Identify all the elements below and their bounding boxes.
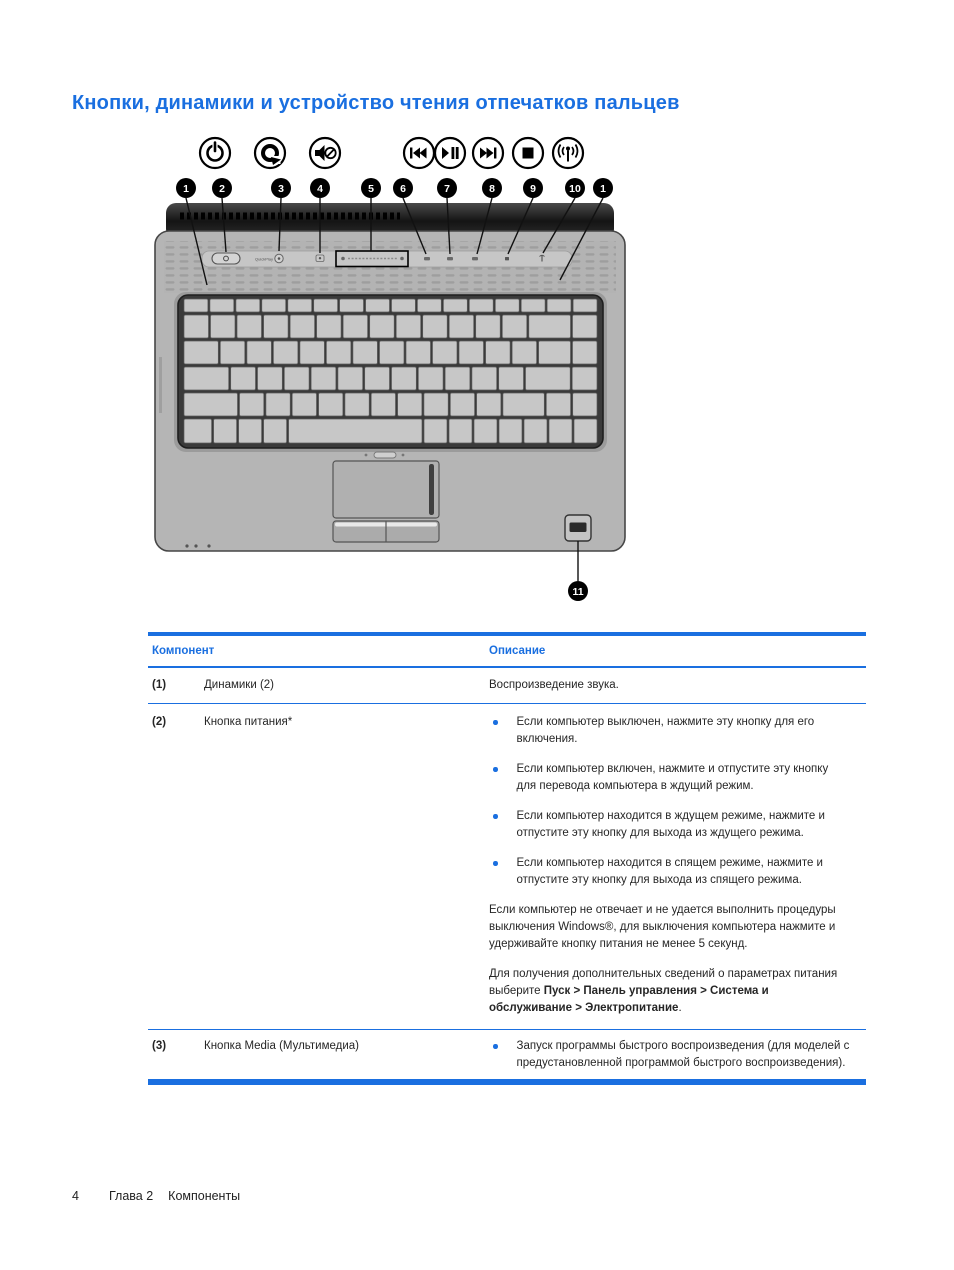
- next-track-icon: [473, 138, 503, 168]
- play-button: [447, 257, 453, 260]
- prev-button: [424, 257, 430, 260]
- component-name: Динамики (2): [204, 679, 274, 691]
- callout-4: [310, 178, 330, 198]
- keyboard: [174, 292, 607, 452]
- footer-section: Компоненты: [168, 1189, 241, 1203]
- svg-text:4: 4: [317, 182, 323, 195]
- fingerprint-reader: [565, 515, 591, 541]
- callout-6: [393, 178, 413, 198]
- callout-9: [523, 178, 543, 198]
- table-row: [148, 1030, 866, 1080]
- description-cell: [489, 1038, 866, 1072]
- bullet-icon: [493, 767, 498, 772]
- svg-text:8: 8: [489, 182, 495, 195]
- touchpad-surface: [333, 461, 439, 518]
- callout-7: [437, 178, 457, 198]
- laptop-body: [155, 203, 625, 551]
- description-paragraph: Если компьютер не отвечает и не удается выполнить процедуры выключения Windows®, для выключения компьютера нажмите и удерживайте кнопку питания не менее 5 секунд.: [489, 904, 836, 950]
- svg-text:10: 10: [569, 182, 581, 195]
- wireless-icon: [553, 138, 583, 168]
- bullet-item: Запуск программы быстрого воспроизведения (для моделей с предустановленной программой быстрого воспроизведения).: [489, 1038, 850, 1072]
- bullet-icon: [493, 814, 498, 819]
- callout-1-left: [176, 178, 196, 198]
- power-button: [212, 253, 240, 264]
- component-name: Кнопка Media (Мультимедиа): [204, 1040, 360, 1052]
- svg-text:1: 1: [183, 182, 189, 195]
- bullet-item: Если компьютер выключен, нажмите эту кнопку для его включения.: [489, 714, 850, 748]
- svg-text:3: 3: [278, 182, 284, 195]
- laptop-figure: [150, 125, 630, 615]
- svg-text:9: 9: [530, 182, 536, 195]
- description-cell: [489, 714, 866, 1017]
- table-row: [148, 704, 866, 1030]
- bullet-item: Если компьютер находится в спящем режиме, нажмите и отпустите эту кнопку для выхода из спящего режима.: [489, 855, 850, 889]
- power-icon: [200, 138, 230, 168]
- previous-track-icon: [404, 138, 434, 168]
- callout-1-right: [593, 178, 613, 198]
- menu-path: Пуск > Панель управления > Система и обслуживание > Электропитание: [489, 985, 769, 1014]
- quickplay-icon: [255, 138, 285, 168]
- control-icons: [200, 138, 583, 168]
- stop-button: [505, 257, 509, 260]
- svg-text:7: 7: [444, 182, 450, 195]
- svg-text:1: 1: [600, 182, 606, 195]
- touchpad-toggle: [374, 452, 396, 458]
- page-title: Кнопки, динамики и устройство чтения отпечатков пальцев: [72, 92, 680, 114]
- bullet-item: Если компьютер включен, нажмите и отпустите эту кнопку для перевода компьютера в ждущий режим.: [489, 761, 850, 795]
- touchpad: [333, 452, 439, 542]
- component-name: Кнопка питания*: [204, 716, 293, 728]
- table-bottom-rule: [148, 1080, 866, 1085]
- bullet-item: Если компьютер находится в ждущем режиме, нажмите и отпустите эту кнопку для выхода из ждущего режима.: [489, 808, 850, 842]
- bullet-icon: [493, 861, 498, 866]
- scroll-zone: [429, 464, 434, 515]
- quickplay-label: QuickPlay: [254, 256, 273, 262]
- next-button: [472, 257, 478, 260]
- header-description: Описание: [489, 645, 546, 657]
- row-number: (1): [152, 679, 167, 691]
- footer-page-number: 4: [72, 1189, 79, 1203]
- row-number: (2): [152, 716, 167, 728]
- page-footer: [72, 1189, 240, 1203]
- header-component: Компонент: [152, 645, 215, 657]
- table-row: [148, 668, 866, 704]
- callout-11: [568, 581, 588, 601]
- mute-icon: [310, 138, 340, 168]
- laptop-illustration: [150, 125, 630, 615]
- table-header-row: [148, 636, 866, 668]
- description-paragraph: Для получения дополнительных сведений о параметрах питания выберите Пуск > Панель управления > Система и обслуживание > Электропитание.: [489, 968, 838, 1014]
- svg-text:5: 5: [368, 182, 374, 195]
- callout-2: [212, 178, 232, 198]
- svg-text:6: 6: [400, 182, 406, 195]
- bullet-icon: [493, 1044, 498, 1049]
- callout-5: [361, 178, 381, 198]
- footer-chapter: Глава 2: [108, 1189, 154, 1203]
- callout-3: [271, 178, 291, 198]
- components-table: [148, 632, 866, 1085]
- callout-8: [482, 178, 502, 198]
- button-strip: [202, 251, 572, 267]
- play-pause-icon: [435, 138, 465, 168]
- bullet-icon: [493, 720, 498, 725]
- stop-icon: [513, 138, 543, 168]
- row-number: (3): [152, 1040, 167, 1052]
- callout-10: [565, 178, 585, 198]
- description-cell: Воспроизведение звука.: [489, 679, 619, 691]
- svg-text:2: 2: [219, 182, 225, 195]
- svg-text:11: 11: [572, 585, 584, 598]
